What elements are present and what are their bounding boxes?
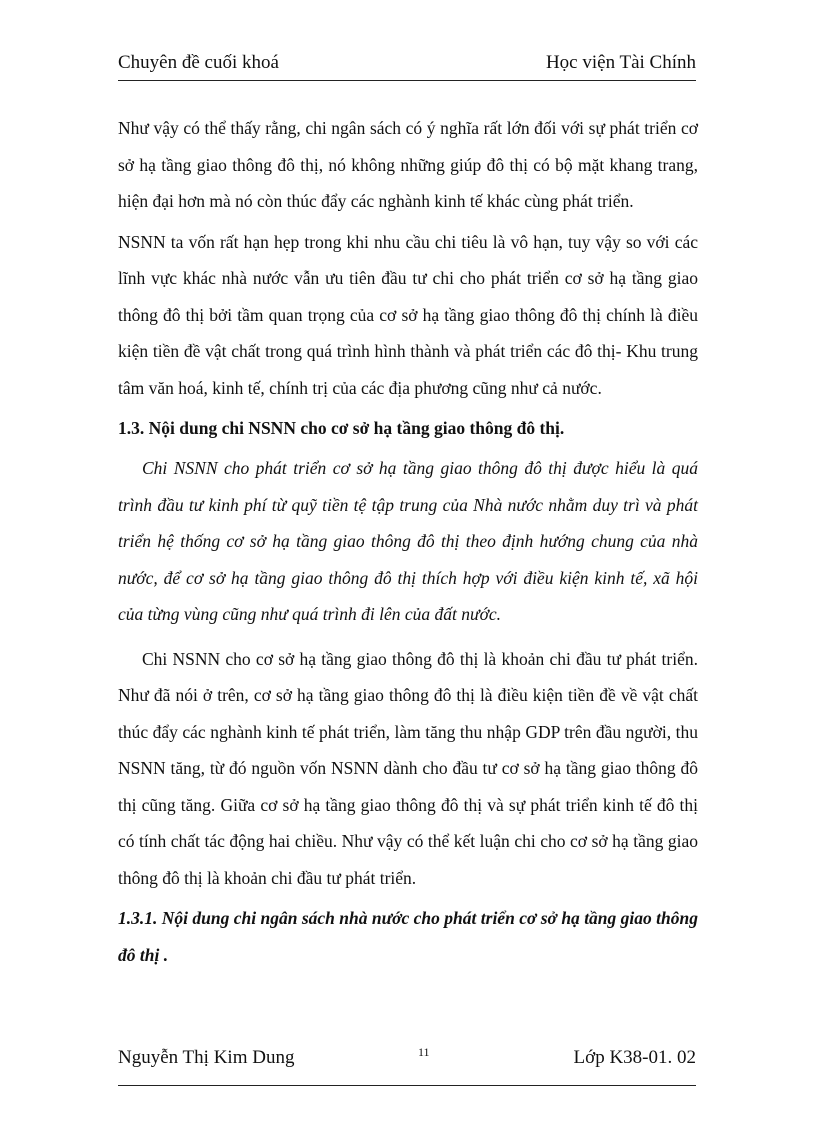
paragraph-budget: NSNN ta vốn rất hạn hẹp trong khi nhu cầu chi tiêu là vô hạn, tuy vậy so với các lĩnh vực khác nhà nước vẫn ưu tiên đầu tư chi cho phát triển cơ sở hạ tầng giao thông đô thị bởi tầm quan trọng của cơ sở hạ tầng giao thông đô thị chính là điều kiện tiền đề vật chất trong quá trình hình thành và phát triển các đô thị- Khu trung tâm văn hoá, kinh tế, chính trị của các địa phương cũng như cả nước. <box>118 231 698 398</box>
footer-author: Nguyễn Thị Kim Dung <box>118 1047 295 1068</box>
header-institution: Học viện Tài Chính <box>545 52 696 73</box>
document-body <box>118 110 698 973</box>
subsection-heading: 1.3.1. Nội dung chi ngân sách nhà nước cho phát triển cơ sở hạ tầng giao thông đô thị . <box>118 908 698 965</box>
paragraph-definition: Chi NSNN cho phát triển cơ sở hạ tầng giao thông đô thị được hiểu là quá trình đầu tư kinh phí từ quỹ tiền tệ tập trung của Nhà nước nhằm duy trì và phát triển hệ thống cơ sở hạ tầng giao thông đô thị theo định hướng chung của nhà nước, để cơ sở hạ tầng giao thông đô thị thích hợp với điều kiện kinh tế, xã hội của từng vùng cũng như quá trình đi lên của đất nước. <box>118 458 698 624</box>
paragraph-investment: Chi NSNN cho cơ sở hạ tầng giao thông đô thị là khoản chi đầu tư phát triển. Như đã nói ở trên, cơ sở hạ tầng giao thông đô thị là điều kiện tiền đề về vật chất thúc đẩy các nghành kinh tế phát triển, làm tăng thu nhập GDP trên đầu người, thu NSNN tăng, từ đó nguồn vốn NSNN dành cho đầu tư cơ sở hạ tầng giao thông đô thị cũng tăng. Giữa cơ sở hạ tầng giao thông đô thị và sự phát triển kinh tế đô thị có tính chất tác động hai chiều. Như vậy có thể kết luận chi cho cơ sở hạ tầng giao thông đô thị là khoản chi đầu tư phát triển. <box>118 648 698 888</box>
paragraph-intro: Như vậy có thể thấy rằng, chi ngân sách có ý nghĩa rất lớn đối với sự phát triển cơ sở hạ tầng giao thông đô thị, nó không những giúp đô thị có bộ mặt khang trang, hiện đại hơn mà nó còn thúc đẩy các nghành kinh tế khác cùng phát triển. <box>118 118 698 211</box>
footer-class: Lớp K38-01. 02 <box>573 1047 696 1068</box>
page-number: 11 <box>418 1045 430 1059</box>
page-footer <box>118 1045 696 1086</box>
section-heading: 1.3. Nội dung chi NSNN cho cơ sở hạ tầng giao thông đô thị. <box>118 418 565 438</box>
page-header <box>118 52 696 81</box>
header-title: Chuyên đề cuối khoá <box>118 52 279 73</box>
